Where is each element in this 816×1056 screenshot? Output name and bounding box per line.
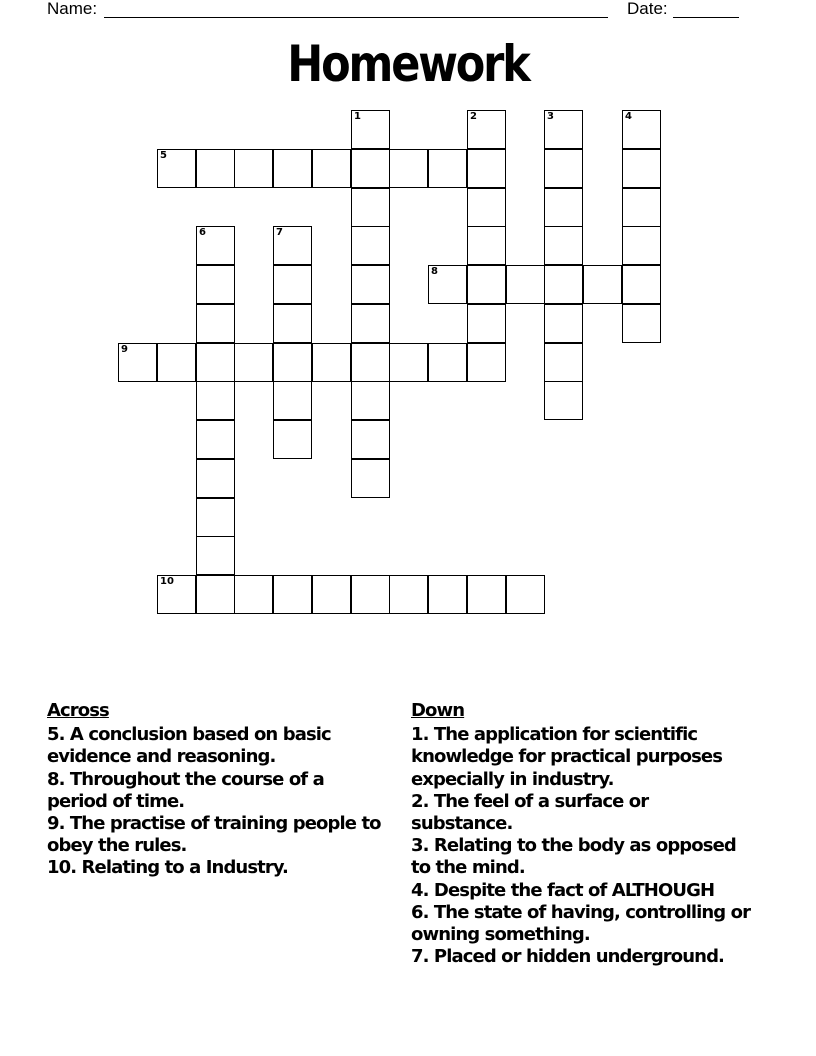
grid-cell[interactable] — [196, 265, 235, 304]
grid-cell[interactable] — [351, 575, 390, 614]
across-heading: Across — [47, 700, 109, 721]
grid-cell[interactable] — [312, 149, 351, 188]
grid-cell[interactable] — [622, 304, 661, 343]
grid-cell[interactable] — [467, 188, 506, 227]
grid-cell[interactable] — [312, 575, 351, 614]
clue-number: 3 — [547, 111, 554, 122]
clue-text: The practise of training people to obey the rules. — [47, 813, 381, 857]
grid-cell[interactable] — [157, 343, 196, 382]
grid-cell[interactable] — [273, 149, 312, 188]
grid-cell[interactable] — [157, 149, 196, 188]
grid-cell[interactable] — [428, 149, 467, 188]
grid-cell[interactable] — [196, 226, 235, 265]
clue-item — [411, 724, 751, 791]
clue-number: 6 — [199, 227, 206, 238]
grid-cell[interactable] — [196, 420, 235, 459]
clue-item — [411, 791, 751, 835]
grid-cell[interactable] — [196, 459, 235, 498]
grid-cell[interactable] — [544, 343, 583, 382]
clue-item — [411, 880, 751, 902]
grid-cell[interactable] — [544, 110, 583, 149]
grid-cell[interactable] — [234, 575, 273, 614]
grid-cell[interactable] — [273, 226, 312, 265]
clue-text: A conclusion based on basic evidence and reasoning. — [47, 724, 331, 768]
clue-number: 9 — [121, 344, 128, 355]
grid-cell[interactable] — [196, 149, 235, 188]
clue-item — [411, 902, 751, 946]
clue-item — [47, 857, 387, 879]
across-clues — [47, 700, 387, 880]
clue-item — [411, 835, 751, 879]
grid-cell[interactable] — [467, 149, 506, 188]
grid-cell[interactable] — [622, 110, 661, 149]
grid-cell[interactable] — [389, 149, 428, 188]
grid-cell[interactable] — [196, 304, 235, 343]
grid-cell[interactable] — [467, 265, 506, 304]
clue-text: The application for scientific knowledge for practical purposes expecially in industry. — [411, 724, 723, 790]
grid-cell[interactable] — [118, 343, 157, 382]
clue-number: 10. — [47, 857, 77, 879]
grid-cell[interactable] — [544, 381, 583, 420]
grid-cell[interactable] — [506, 265, 545, 304]
clue-item — [411, 946, 751, 968]
grid-cell[interactable] — [428, 343, 467, 382]
grid-cell[interactable] — [467, 575, 506, 614]
grid-cell[interactable] — [273, 265, 312, 304]
clue-number: 7 — [276, 227, 283, 238]
down-heading: Down — [411, 700, 465, 721]
clue-item — [47, 724, 387, 768]
grid-cell[interactable] — [312, 343, 351, 382]
clue-number: 8 — [431, 266, 438, 277]
clue-number: 8. — [47, 768, 65, 790]
clue-item — [47, 769, 387, 813]
page-title: Homework — [287, 35, 529, 93]
grid-cell[interactable] — [273, 381, 312, 420]
grid-cell[interactable] — [467, 343, 506, 382]
grid-cell[interactable] — [351, 420, 390, 459]
grid-cell[interactable] — [583, 265, 622, 304]
grid-cell[interactable] — [157, 575, 196, 614]
clue-number: 6. — [411, 901, 429, 923]
grid-cell[interactable] — [467, 304, 506, 343]
grid-cell[interactable] — [622, 188, 661, 227]
clue-text: Despite the fact of ALTHOUGH — [428, 879, 715, 901]
grid-cell[interactable] — [506, 575, 545, 614]
grid-cell[interactable] — [428, 575, 467, 614]
clue-number: 2. — [411, 790, 429, 812]
grid-cell[interactable] — [273, 343, 312, 382]
clue-item — [47, 813, 387, 857]
grid-cell[interactable] — [234, 149, 273, 188]
grid-cell[interactable] — [351, 459, 390, 498]
grid-cell[interactable] — [351, 265, 390, 304]
grid-cell[interactable] — [196, 575, 235, 614]
clue-text: Placed or hidden underground. — [428, 946, 724, 968]
grid-cell[interactable] — [273, 420, 312, 459]
clue-number: 1. — [411, 724, 429, 746]
clue-number: 4. — [411, 879, 429, 901]
clue-number: 9. — [47, 813, 65, 835]
grid-cell[interactable] — [234, 343, 273, 382]
down-clues — [411, 700, 751, 968]
grid-cell[interactable] — [544, 226, 583, 265]
grid-cell[interactable] — [351, 188, 390, 227]
grid-cell[interactable] — [351, 304, 390, 343]
across-list — [47, 724, 387, 879]
clue-number: 10 — [160, 576, 174, 587]
clue-text: Relating to a Industry. — [76, 857, 288, 879]
clue-text: Throughout the course of a period of time. — [47, 768, 324, 812]
grid-cell[interactable] — [389, 575, 428, 614]
grid-cell[interactable] — [389, 343, 428, 382]
down-list — [411, 724, 751, 968]
clue-number: 1 — [354, 111, 361, 122]
grid-cell[interactable] — [196, 498, 235, 537]
clue-number: 4 — [625, 111, 632, 122]
grid-cell[interactable] — [622, 149, 661, 188]
date-label: Date: — [627, 0, 668, 18]
grid-cell[interactable] — [467, 226, 506, 265]
grid-cell[interactable] — [351, 149, 390, 188]
clue-text: Relating to the body as opposed to the mind. — [411, 835, 736, 879]
grid-cell[interactable] — [622, 265, 661, 304]
clue-text: The feel of a surface or substance. — [411, 790, 649, 835]
grid-cell[interactable] — [196, 536, 235, 575]
grid-cell[interactable] — [544, 265, 583, 304]
clue-number: 2 — [470, 111, 477, 122]
grid-cell[interactable] — [544, 149, 583, 188]
clue-number: 7. — [411, 946, 429, 968]
clue-number: 5. — [47, 724, 65, 746]
clue-text: The state of having, controlling or owning something. — [411, 901, 751, 946]
grid-cell[interactable] — [622, 226, 661, 265]
clue-number: 3. — [411, 835, 429, 857]
grid-cell[interactable] — [467, 110, 506, 149]
name-label: Name: — [47, 0, 98, 18]
grid-cell[interactable] — [196, 381, 235, 420]
grid-cell[interactable] — [351, 343, 390, 382]
grid-cell[interactable] — [351, 381, 390, 420]
grid-cell[interactable] — [273, 304, 312, 343]
grid-cell[interactable] — [428, 265, 467, 304]
grid-cell[interactable] — [544, 188, 583, 227]
clue-number: 5 — [160, 150, 167, 161]
grid-cell[interactable] — [351, 226, 390, 265]
grid-cell[interactable] — [544, 304, 583, 343]
grid-cell[interactable] — [351, 110, 390, 149]
grid-cell[interactable] — [196, 343, 235, 382]
grid-cell[interactable] — [273, 575, 312, 614]
